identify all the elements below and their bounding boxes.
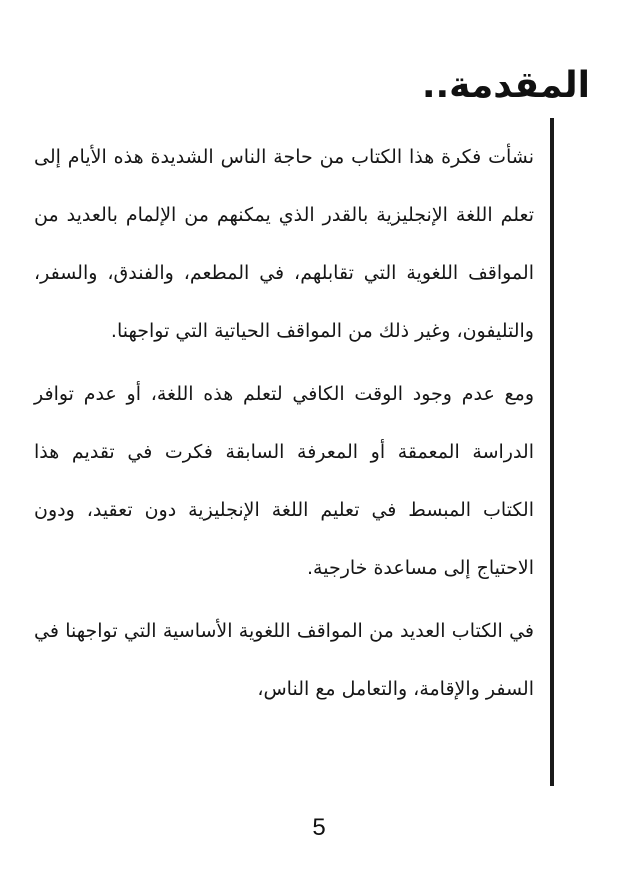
page-title: المقدمة..	[421, 65, 590, 106]
vertical-rule	[550, 118, 554, 786]
body-text	[34, 128, 534, 718]
paragraph-2: ومع عدم وجود الوقت الكافي لتعلم هذه اللغة، أو عدم توافر الدراسة المعمقة أو المعرفة السابقة فكرت في تقديم هذا الكتاب المبسط في تعليم اللغة الإنجليزية دون تعقيد، ودون الاحتياج إلى مساعدة خارجية.	[34, 383, 534, 579]
paragraph-3: في الكتاب العديد من المواقف اللغوية الأساسية التي تواجهنا في السفر والإقامة، والتعامل مع الناس،	[34, 620, 534, 700]
page-number: 5	[312, 814, 326, 841]
paragraph-1: نشأت فكرة هذا الكتاب من حاجة الناس الشديدة هذه الأيام إلى تعلم اللغة الإنجليزية بالقدر الذي يمكنهم من الإلمام بالعديد من المواقف اللغوية التي تقابلهم، في المطعم، والفندق، والسفر، والتليفون، وغير ذلك من المواقف الحياتية التي تواجهنا.	[34, 146, 534, 342]
